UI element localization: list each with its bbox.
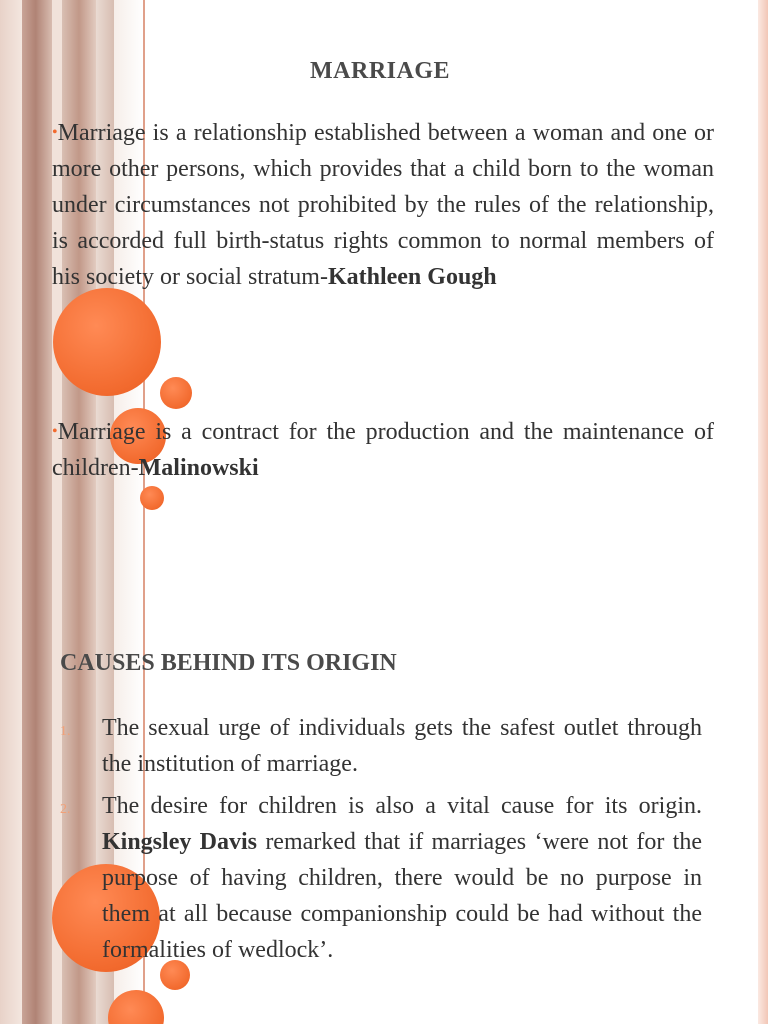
list-item-text: The sexual urge of individuals gets the safest outlet through the institution of marriage. xyxy=(102,715,702,777)
list-number: 1. xyxy=(60,724,71,739)
list-item xyxy=(60,710,702,782)
list-number: 2. xyxy=(60,802,71,817)
section-heading: CAUSES BEHIND ITS ORIGIN xyxy=(60,650,397,676)
definition-text: Marriage is a contract for the production and the maintenance of children- xyxy=(52,419,714,481)
causes-list xyxy=(60,710,702,974)
author-name: Kingsley Davis xyxy=(102,829,257,855)
list-item-text: The desire for children is also a vital cause for its origin. xyxy=(102,793,702,819)
bullet-icon: • xyxy=(52,423,58,440)
bullet-icon: • xyxy=(52,124,58,141)
author-name: Kathleen Gough xyxy=(327,264,497,290)
author-name: Malinowski xyxy=(138,455,259,481)
list-item xyxy=(60,788,702,968)
slide-content xyxy=(0,512,768,1024)
slide-title: MARRIAGE xyxy=(310,58,450,84)
definition-paragraph-malinowski xyxy=(52,414,714,486)
list-item-text: remarked that if marriages ‘were not for the purpose of having children, there would be no purpose in them at all because companionship could be had without the formalities of wedlock’. xyxy=(102,829,702,963)
slide-causes xyxy=(0,512,768,1024)
definition-paragraph-gough xyxy=(52,115,714,295)
definition-text: Marriage is a relationship established between a woman and one or more other persons, which provides that a child born to the woman under circumstances not prohibited by the rules of the relationship, is accorded full birth-status rights common to normal members of his society or social stratum- xyxy=(52,120,714,290)
